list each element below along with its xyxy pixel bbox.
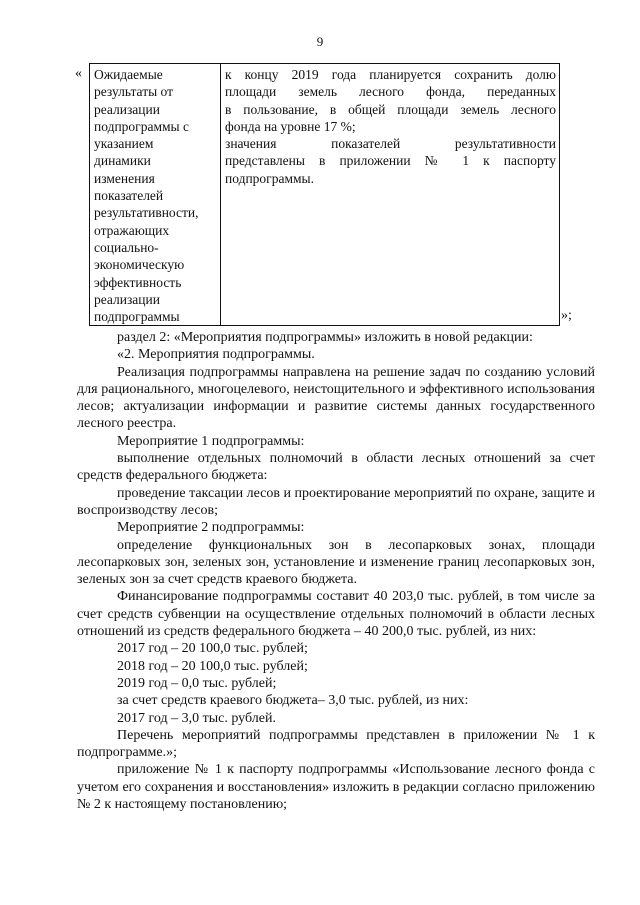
paragraph: проведение таксации лесов и проектирование мероприятий по охране, защите и воспроизводству лесов; (77, 485, 595, 518)
paragraph: 2017 год – 3,0 тыс. рублей. (117, 710, 276, 726)
body-text (77, 329, 595, 813)
paragraph: определение функциональных зон в лесопарковых зонах, площади лесопарковых зон, зеленых зон, установление и изменение границ лесопарковых зон, зеленых зон за счет средств краевого бюджета. (77, 537, 595, 588)
opening-quote: « (75, 66, 82, 81)
table-row (90, 64, 560, 326)
paragraph: Реализация подпрограммы направлена на решение задач по созданию условий для рационального, многоцелевого, неистощительного и эффективного использования лесов; актуализации информации и развитие системы данных государственного лесного реестра. (77, 364, 595, 432)
table-label-line: экономическую (94, 257, 185, 273)
table-label-line: показателей (94, 188, 164, 204)
table-cell-label (90, 64, 221, 326)
table-cell-value (221, 64, 560, 326)
table-label-line: подпрограммы (94, 309, 180, 325)
paragraph: приложение № 1 к паспорту подпрограммы «Использование лесного фонда с учетом его сохранения и восстановления» изложить в редакции согласно приложению № 2 к настоящему постановлению; (77, 762, 595, 813)
paragraph: Перечень мероприятий подпрограммы представлен в приложении № 1 к подпрограмме.»; (77, 727, 595, 761)
table-label-line: реализации (94, 101, 160, 117)
table-label-line: реализации (94, 291, 160, 307)
paragraph: 2019 год – 0,0 тыс. рублей; (117, 675, 277, 691)
table-label-line: эффективность (94, 274, 182, 290)
paragraph: 2018 год – 20 100,0 тыс. рублей; (117, 658, 308, 674)
table-value-line: значения показателей результативности (225, 136, 556, 152)
paragraph: Мероприятие 1 подпрограммы: (117, 433, 305, 449)
table-value-line: представлены в приложении № 1 к паспорту (225, 153, 556, 169)
table-label-line: результаты от (94, 84, 174, 100)
table-value-line: к концу 2019 года планируется сохранить долю (225, 67, 556, 82)
paragraph: Финансирование подпрограммы составит 40 203,0 тыс. рублей, в том числе за счет средств субвенции на осуществление отдельных полномочий в области лесных отношений из средств федерального бюджета – 40 200,0 тыс. рублей, из них: (77, 589, 595, 640)
paragraph: Мероприятие 2 подпрограммы: (117, 520, 305, 536)
table-value-line: фонда на уровне 17 %; (225, 118, 356, 134)
table-label-line: подпрограммы с (94, 118, 189, 134)
page-number: 9 (316, 34, 324, 49)
paragraph: 2017 год – 20 100,0 тыс. рублей; (117, 641, 308, 657)
table-label-line: отражающих (94, 222, 170, 238)
table-value-line: в пользование, в общей площади земель лесного (225, 101, 556, 117)
passport-table (89, 63, 560, 326)
paragraph: выполнение отдельных полномочий в области лесных отношений за счет средств федерального бюджета: (77, 451, 595, 484)
table-value-line: подпрограммы. (225, 170, 314, 186)
table-label-line: изменения (94, 170, 155, 186)
table-value-line: площади земель лесного фонда, переданных (225, 84, 556, 100)
table-label-line: Ожидаемые (94, 67, 163, 82)
table-label-line: динамики (94, 153, 151, 169)
table-label-line: социально- (94, 239, 159, 255)
paragraph: раздел 2: «Мероприятия подпрограммы» изложить в новой редакции: (117, 330, 533, 345)
table-label-line: результативности, (94, 205, 199, 221)
paragraph: за счет средств краевого бюджета– 3,0 тыс. рублей, из них: (117, 693, 469, 709)
table-label-line: указанием (94, 136, 154, 152)
closing-quote: »; (561, 308, 572, 323)
paragraph: «2. Мероприятия подпрограммы. (117, 347, 315, 363)
